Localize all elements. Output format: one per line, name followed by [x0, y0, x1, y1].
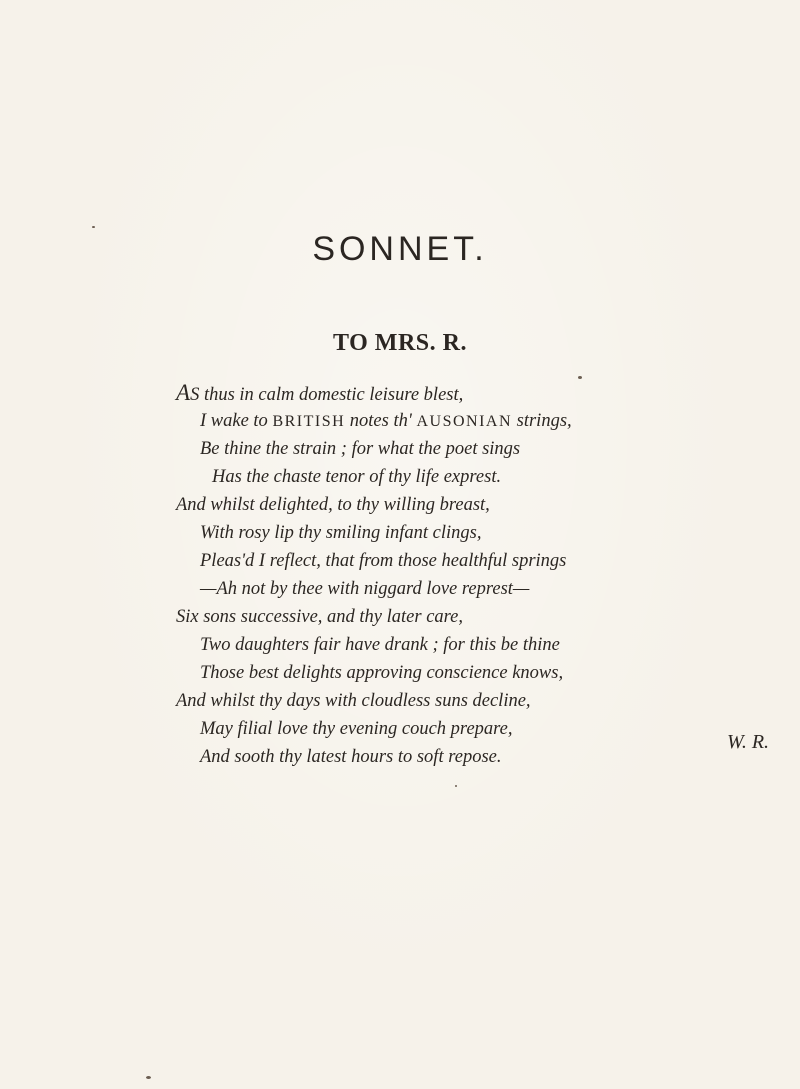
poem-line [200, 407, 572, 435]
dedication: TO MRS. R. [333, 330, 467, 356]
poem-line-text: strings, [512, 411, 572, 431]
poem-line: May filial love thy evening couch prepare, [200, 719, 513, 739]
small-caps-word: BRITISH [272, 413, 346, 430]
poem-line: Six sons successive, and thy later care, [176, 607, 464, 627]
page-title: SONNET. [312, 230, 488, 268]
small-caps-word: AUSONIAN [416, 413, 513, 430]
poem-line: Be thine the strain ; for what the poet sings [200, 439, 521, 459]
poem-line-text: notes th' [345, 411, 417, 431]
poem-line-text: S thus in calm domestic leisure blest, [190, 385, 464, 405]
paper-speck [146, 1076, 151, 1079]
poem-line: And sooth thy latest hours to soft repose. [200, 747, 502, 767]
paper-speck [92, 226, 95, 228]
poem-line: And whilst thy days with cloudless suns decline, [176, 691, 531, 711]
poem-line: Has the chaste tenor of thy life exprest. [212, 467, 502, 487]
poem-line: —Ah not by thee with niggard love represt— [200, 579, 530, 599]
poem-line: Two daughters fair have drank ; for this be thine [200, 635, 560, 655]
poem-line-text: I wake to [200, 411, 273, 431]
poem-line: Pleas'd I reflect, that from those healthful springs [200, 551, 567, 571]
paper-speck [455, 785, 457, 787]
poem-line: With rosy lip thy smiling infant clings, [200, 523, 482, 543]
signature: W. R. [727, 731, 770, 753]
drop-letter: A [176, 380, 191, 405]
poem-line [176, 379, 463, 407]
poem-line: And whilst delighted, to thy willing breast, [176, 495, 490, 515]
paper-speck [578, 376, 582, 379]
poem-line: Those best delights approving conscience knows, [200, 663, 564, 683]
